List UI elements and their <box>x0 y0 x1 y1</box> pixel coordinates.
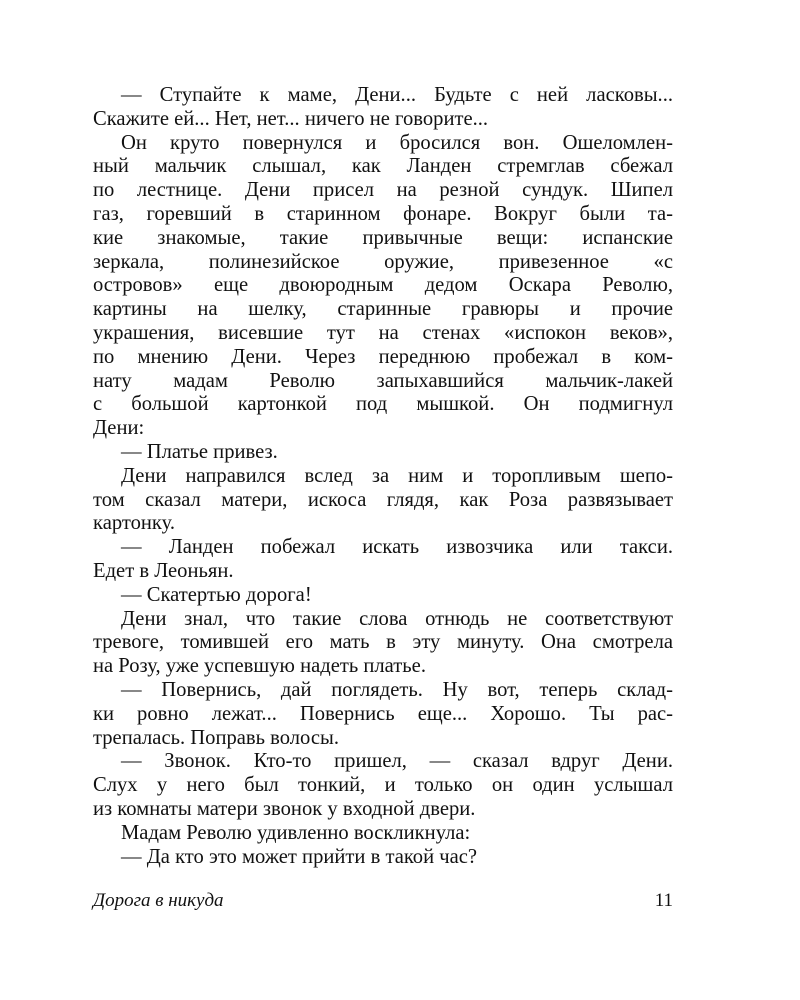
text-line: кие знакомые, такие привычные вещи: испанские <box>93 226 673 249</box>
body-text <box>93 84 673 869</box>
text-line: Слух у него был тонкий, и только он один услышал <box>93 774 673 797</box>
text-line: — Да кто это может прийти в такой час? <box>121 845 478 868</box>
text-line: Дени направился вслед за ним и торопливым шепо- <box>121 464 673 487</box>
text-line: — Скатертью дорога! <box>121 583 312 606</box>
text-line: нату мадам Револю запыхавшийся мальчик-лакей <box>93 369 673 392</box>
text-line: Скажите ей... Нет, нет... ничего не говорите... <box>93 107 489 130</box>
text-line: Дени: <box>93 417 145 440</box>
text-line: картонку. <box>93 512 176 535</box>
text-line: на Розу, уже успевшую надеть платье. <box>93 655 426 678</box>
text-line: трепалась. Поправь волосы. <box>93 726 339 749</box>
text-line: из комнаты матери звонок у входной двери. <box>93 797 476 820</box>
running-title: Дорога в никуда <box>93 890 224 911</box>
text-line: картины на шелку, старинные гравюры и прочие <box>93 298 673 321</box>
text-line: Мадам Револю удивленно воскликнула: <box>121 821 471 844</box>
text-line: газ, горевший в старинном фонаре. Вокруг были та- <box>93 202 673 225</box>
text-line: — Повернись, дай поглядеть. Ну вот, теперь склад- <box>121 678 673 701</box>
text-line: по мнению Дени. Через переднюю пробежал в ком- <box>93 345 673 368</box>
text-line: ки ровно лежат... Повернись еще... Хорошо. Ты рас- <box>93 702 673 725</box>
text-line: по лестнице. Дени присел на резной сундук. Шипел <box>93 179 673 202</box>
text-line: зеркала, полинезийское оружие, привезенное «с <box>93 250 673 273</box>
text-line: украшения, висевшие тут на стенах «испокон веков», <box>93 321 673 344</box>
text-line: тревоге, томившей его мать в эту минуту. Она смотрела <box>93 631 673 654</box>
text-line: том сказал матери, искоса глядя, как Роза развязывает <box>93 488 673 511</box>
text-line: Он круто повернулся и бросился вон. Ошеломлен- <box>121 131 673 154</box>
text-line: — Ступайте к маме, Дени... Будьте с ней ласковы... <box>121 84 673 106</box>
text-line: Едет в Леоньян. <box>93 559 234 582</box>
text-line: — Платье привез. <box>121 440 278 463</box>
text-line: ный мальчик слышал, как Ланден стремглав сбежал <box>93 155 673 178</box>
text-line: — Звонок. Кто-то пришел, — сказал вдруг Дени. <box>121 750 673 773</box>
page-number: 11 <box>654 890 673 911</box>
text-line: — Ланден побежал искать извозчика или такси. <box>121 536 673 559</box>
text-line: Дени знал, что такие слова отнюдь не соответствуют <box>121 607 673 630</box>
text-line: островов» еще двоюродным дедом Оскара Револю, <box>93 274 673 297</box>
text-line: с большой картонкой под мышкой. Он подмигнул <box>93 393 673 416</box>
